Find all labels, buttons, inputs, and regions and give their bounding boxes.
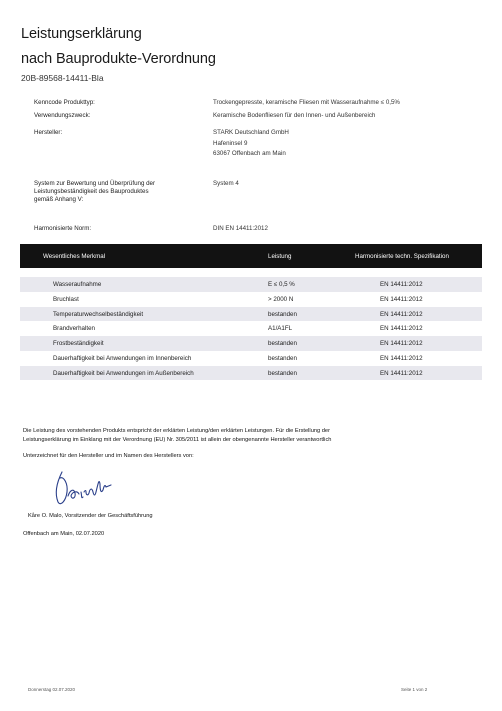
table-row — [20, 321, 482, 336]
merkmal-cell: Brandverhalten — [53, 325, 95, 333]
statement-line-2: Leistungserklärung im Einklang mit der Verordnung (EU) Nr. 305/2011 ist allein der obengenannte Hersteller verantwortlich — [23, 437, 332, 443]
handwritten-signature — [48, 466, 118, 508]
product-code-label: Kenncode Produkttyp: — [34, 99, 95, 106]
spezifikation-cell: EN 14411:2012 — [380, 325, 423, 333]
table-header-spezifikation: Harmonisierte techn. Spezifikation — [355, 253, 449, 260]
norm-value: DIN EN 14411:2012 — [213, 225, 268, 232]
manufacturer-street: Hafeninsel 9 — [213, 140, 248, 147]
footer-page-number: Seite 1 von 2 — [401, 687, 428, 692]
spezifikation-cell: EN 14411:2012 — [380, 369, 423, 377]
footer-date: Donnerstag 02.07.2020 — [28, 687, 76, 692]
manufacturer-label: Hersteller: — [34, 129, 63, 136]
table-row — [20, 292, 482, 307]
merkmal-cell: Dauerhaftigkeit bei Anwendungen im Außenbereich — [53, 369, 194, 377]
leistung-cell: > 2000 N — [268, 295, 294, 303]
page-title-line-1: Leistungserklärung — [21, 26, 142, 42]
spezifikation-cell: EN 14411:2012 — [380, 295, 423, 303]
system-label-line-2: Leistungsbeständigkeit des Bauproduktes — [34, 188, 149, 195]
spezifikation-cell: EN 14411:2012 — [380, 310, 423, 318]
document-number: 20B-89568-14411-Bla — [21, 73, 104, 83]
usage-value: Keramische Bodenfliesen für den Innen- und Außenbereich — [213, 112, 376, 119]
table-row — [20, 366, 482, 381]
merkmal-cell: Wasseraufnahme — [53, 281, 102, 288]
place-date: Offenbach am Main, 02.07.2020 — [23, 531, 105, 537]
table-row — [20, 277, 482, 292]
merkmal-cell: Dauerhaftigkeit bei Anwendungen im Innenbereich — [53, 355, 192, 362]
leistung-cell: bestanden — [268, 369, 297, 377]
table-header-leistung: Leistung — [268, 253, 292, 260]
table-row — [20, 351, 482, 366]
statement-line-1: Die Leistung des vorstehenden Produkts entspricht der erklärten Leistung/den erklärten Leistungen. Für die Erstellung der — [23, 428, 330, 434]
signatory-name: Kåre O. Malo, Vorsitzender der Geschäftsführung — [28, 513, 153, 519]
system-label-line-1: System zur Bewertung und Überprüfung der — [34, 180, 156, 187]
leistung-cell: bestanden — [268, 340, 297, 348]
table-row — [20, 307, 482, 322]
table-row — [20, 336, 482, 351]
signed-for-text: Unterzeichnet für den Hersteller und im Namen des Herstellers von: — [23, 453, 194, 459]
usage-label: Verwendungszweck: — [34, 112, 91, 119]
page-title-line-2: nach Bauprodukte-Verordnung — [21, 51, 216, 67]
leistung-cell: E ≤ 0,5 % — [268, 281, 295, 288]
spezifikation-cell: EN 14411:2012 — [380, 281, 423, 288]
spezifikation-cell: EN 14411:2012 — [380, 355, 423, 362]
leistung-cell: A1/A1FL — [268, 325, 293, 333]
leistung-cell: bestanden — [268, 355, 297, 362]
manufacturer-name: STARK Deutschland GmbH — [213, 129, 289, 136]
merkmal-cell: Temperaturwechselbeständigkeit — [53, 310, 144, 318]
merkmal-cell: Frostbeständigkeit — [53, 340, 104, 348]
table-header-merkmal: Wesentliches Merkmal — [43, 253, 106, 260]
leistung-cell: bestanden — [268, 310, 297, 318]
manufacturer-city: 63067 Offenbach am Main — [213, 150, 286, 157]
norm-label: Harmonisierte Norm: — [34, 225, 92, 232]
product-code-value: Trockengepresste, keramische Fliesen mit Wasseraufnahme ≤ 0,5% — [213, 99, 400, 106]
merkmal-cell: Bruchlast — [53, 295, 79, 303]
system-value: System 4 — [213, 180, 239, 187]
spezifikation-cell: EN 14411:2012 — [380, 340, 423, 348]
system-label-line-3: gemäß Anhang V: — [34, 196, 84, 203]
